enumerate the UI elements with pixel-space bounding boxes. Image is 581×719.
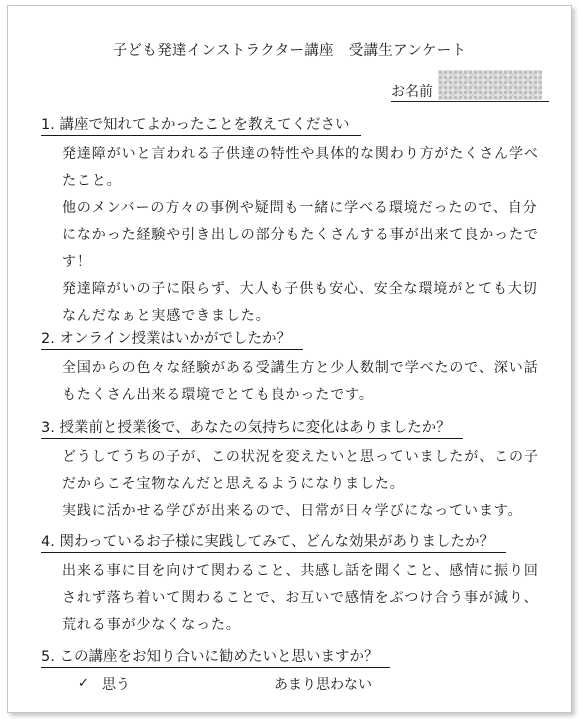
section-5	[41, 645, 561, 668]
page-title: 子ども発達インストラクター講座 受講生アンケート	[112, 43, 467, 59]
answer-line: 他のメンバーの方々の事例や疑問も一緒に学べる環境だったので、自分	[62, 200, 538, 216]
section-1	[41, 113, 561, 330]
section-heading: 3. 授業前と授業後で、あなたの気持ちに変化はありましたか？	[41, 416, 463, 439]
answer-line: 発達障がいと言われる子供達の特性や具体的な関わり方がたくさん学べ	[62, 146, 539, 162]
check-icon: ✓	[78, 676, 89, 691]
name-field	[391, 76, 549, 102]
section-heading: 4. 関わっているお子様に実践してみて、どんな効果がありましたか？	[41, 530, 506, 553]
answer-line: なんだなぁと実感できました。	[62, 308, 271, 324]
section-heading: 2. オンライン授業はいかがでしたか？	[41, 327, 303, 350]
survey-sheet	[7, 5, 572, 713]
section-2	[41, 327, 561, 409]
answer-line: 発達障がいの子に限らず、大人も子供も安心、安全な環境がとても大切	[62, 281, 538, 297]
section-heading: 1. 講座で知れてよかったことを教えてください	[41, 113, 361, 136]
option-yes: 思う	[102, 677, 130, 693]
answer-line: だからこそ宝物なんだと思えるようになりました。	[62, 476, 405, 492]
answer-line: 出来る事に目を向けて関わること、共感し話を聞くこと、感情に振り回	[62, 563, 539, 579]
name-label: お名前	[391, 84, 433, 100]
section-3	[41, 416, 561, 525]
answer-line: 全国からの色々な経験がある受講生方と少人数制で学べたので、深い話	[62, 360, 539, 376]
section-answer	[41, 141, 561, 330]
section-4	[41, 530, 561, 639]
answer-line: になかった経験や引き出しの部分もたくさんする事が出来て良かったで	[62, 227, 539, 243]
option-not-really: あまり思わない	[274, 677, 372, 693]
name-underline	[391, 101, 549, 102]
answer-line: もたくさん出来る環境でとても良かったです。	[62, 387, 374, 403]
answer-line: 荒れる事が少なくなった。	[62, 617, 241, 633]
answer-line: 実践に活かせる学びが出来るので、日常が日々学びになっています。	[62, 503, 523, 519]
redacted-name-mosaic	[438, 70, 542, 100]
section-answer	[41, 444, 561, 525]
answer-line: どうしてうちの子が、この状況を変えたいと思っていましたが、この子	[62, 449, 539, 465]
section-heading: 5. この講座をお知り合いに勧めたいと思いますか？	[41, 645, 390, 668]
section-answer	[41, 355, 561, 409]
answer-line: たこと。	[62, 173, 122, 189]
answer-line: す！	[62, 254, 92, 270]
answer-line: されず落ち着いて関わることで、お互いで感情をぶつけ合う事が減り、	[62, 590, 539, 606]
recommend-options	[78, 674, 498, 696]
section-answer	[41, 558, 561, 639]
